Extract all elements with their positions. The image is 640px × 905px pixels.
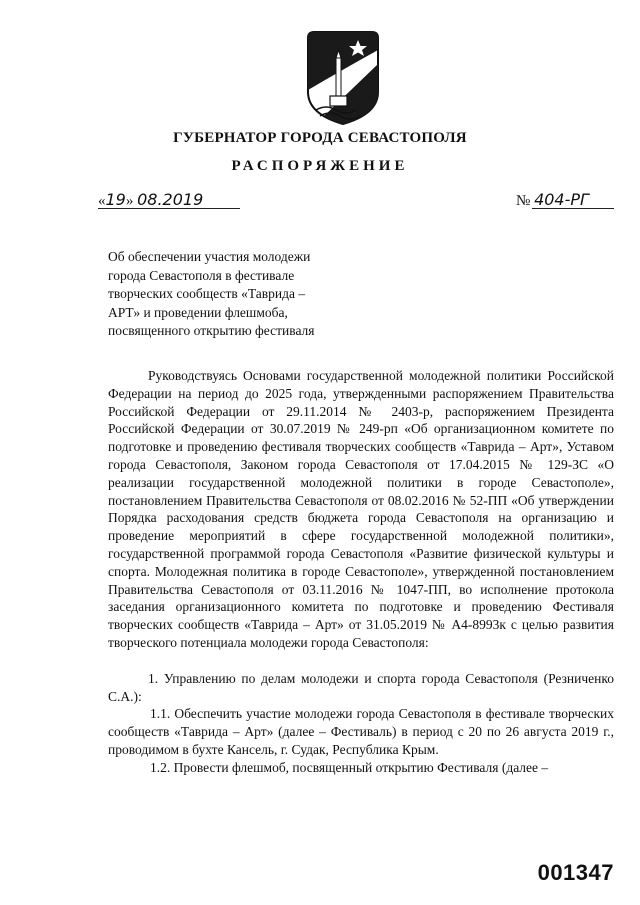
issuing-authority: ГУБЕРНАТОР ГОРОДА СЕВАСТОПОЛЯ [173,130,467,146]
number-sign: № [516,193,531,209]
subject-line: города Севастополя в фестивале [108,267,295,283]
document-number [516,190,589,210]
document-date [98,190,203,210]
date-underline [98,208,240,209]
document-type-title: РАСПОРЯЖЕНИЕ [231,158,409,174]
number-value: 404-РГ [534,190,589,209]
document-subject [108,248,348,341]
document-body [108,367,614,777]
date-close-quote: » [125,193,134,209]
date-open-quote: « [98,193,106,209]
subject-line: творческих сообществ «Таврида – [108,286,306,301]
item-1-paragraph: 1. Управлению по делам молодежи и спорта города Севастополя (Резниченко С.А.): [108,670,614,704]
registration-number: 001347 [537,860,614,885]
item-1-2-paragraph: 1.2. Провести флешмоб, посвященный открытию Фестиваля (далее – [150,759,549,775]
number-underline [532,208,614,209]
item-1-1-paragraph: 1.1. Обеспечить участие молодежи города Севастополя в фестивале творческих сообществ «Таврида – Арт» (далее – Фестиваль) в период с 20 по 26 августа 2019 г., проводимом в бухте Кансель, г. Судак, Республика Крым. [108,706,614,757]
preamble-paragraph: Руководствуясь Основами государственной молодежной политики Российской Федерации на период до 2025 года, утвержденными распоряжением Правительства Российской Федерации от 29.11.2014 № 2403-р, распоряжением Президента Российской Федерации от 30.07.2019 № 249-рп «Об организационном комитете по подготовке и проведению фестиваля творческих сообществ «Таврида – Арт», Уставом города Севастополя, Законом города Севастополя от 17.04.2015 № 129-ЗС «О реализации государственной молодежной политики в городе Севастополе», постановлением Правительства Севастополя от 08.02.2016 № 52-ПП «Об утверждении Порядка расходования средств бюджета города Севастополя на организацию и проведение мероприятий в сфере государственной молодежной политики», государственной программой города Севастополя «Развитие физической культуры и спорта. Молодежная политика в городе Севастополе», утвержденной постановлением Правительства Севастополя от 03.11.2016 № 1047-ПП, во исполнение протокола заседания организационного комитета по подготовке и проведению Фестиваля творческих сообществ «Таврида – Арт» от 31.05.2019 № А4-8993к с целью развития творческого потенциала молодежи города Севастополя: [108,368,614,650]
subject-line: АРТ» и проведении флешмоба, [108,304,288,320]
date-month-year: 08.2019 [137,190,204,209]
subject-line: посвященного открытию фестиваля [108,323,315,338]
sevastopol-coat-of-arms-icon [302,30,384,126]
subject-line: Об обеспечении участия молодежи [108,249,311,264]
date-day: 19 [105,190,126,209]
